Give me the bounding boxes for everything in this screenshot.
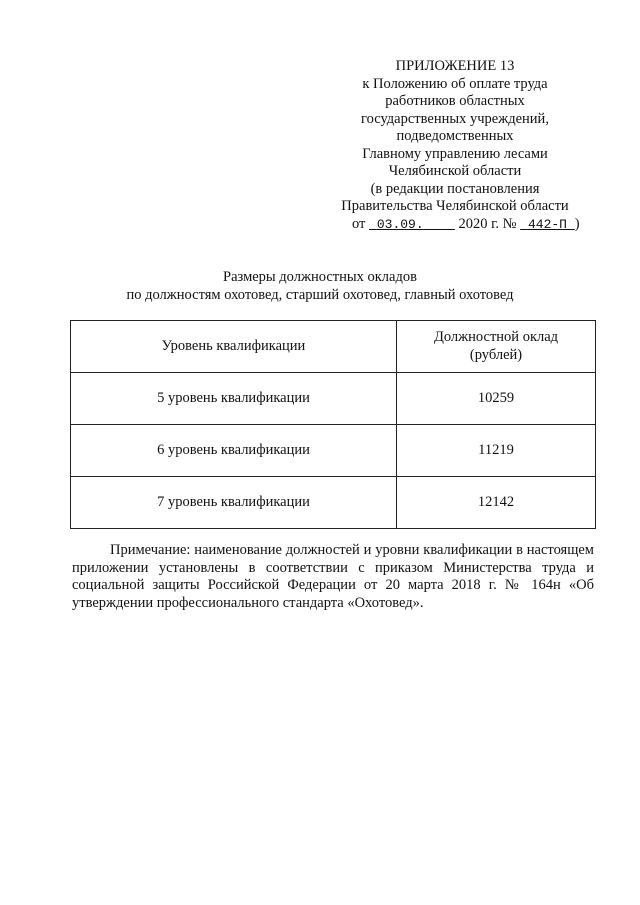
- date-year: 2020 г. №: [458, 215, 517, 232]
- table-row: [71, 425, 596, 477]
- note-text: Примечание: наименование должностей и уровни квалификации в настоящем приложении установлены в соответствии с приказом Министерства труда и социальной защиты Российской Федерации от 20 марта 2018 г. № 164н «Об утверждении профессионального стандарта «Охотовед».: [72, 542, 594, 611]
- level-cell: 6 уровень квалификации: [71, 425, 397, 477]
- note-paragraph: [72, 542, 594, 612]
- header-line-appendix: ПРИЛОЖЕНИЕ 13: [395, 58, 515, 74]
- table-title: [60, 269, 580, 304]
- column-header-salary-title: Должностной оклад: [433, 329, 559, 345]
- date-prefix: от: [352, 215, 366, 232]
- header-line-edition: (в редакции постановления: [370, 180, 540, 197]
- level-cell: 5 уровень квалификации: [71, 373, 397, 425]
- column-header-salary: [397, 321, 596, 373]
- table-header-row: [71, 321, 596, 373]
- header-line-institutions: государственных учреждений,: [361, 110, 549, 127]
- column-header-salary-unit: (рублей): [469, 346, 523, 363]
- salary-cell: 12142: [397, 477, 596, 529]
- date-value: 03.09.: [376, 216, 424, 232]
- header-date-line: [330, 216, 580, 234]
- level-cell: 7 уровень квалификации: [71, 477, 397, 529]
- salary-cell: 10259: [397, 373, 596, 425]
- header-line-forest-department: Главному управлению лесами: [362, 145, 548, 162]
- resolution-number: 442-П: [527, 216, 567, 232]
- header-line-regulation: к Положению об оплате труда: [362, 75, 548, 92]
- title-line-1: Размеры должностных окладов: [223, 269, 417, 285]
- table-row: [71, 373, 596, 425]
- header-line-workers: работников областных: [385, 93, 525, 109]
- header-line-government: Правительства Челябинской области: [341, 198, 569, 214]
- header-line-region: Челябинской области: [388, 163, 522, 179]
- salary-table: [70, 320, 596, 529]
- title-line-2: по должностям охотовед, старший охотовед, главный охотовед: [126, 286, 514, 303]
- salary-cell: 11219: [397, 425, 596, 477]
- table-row: [71, 477, 596, 529]
- closing-paren: ): [574, 215, 580, 232]
- column-header-level: Уровень квалификации: [71, 321, 397, 373]
- header-line-subordinate: подведомственных: [396, 128, 514, 144]
- appendix-header: [330, 58, 580, 233]
